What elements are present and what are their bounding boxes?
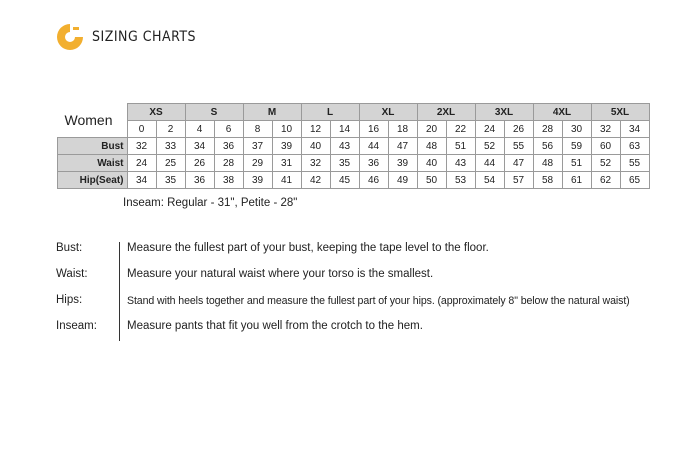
- size-number: 6: [214, 121, 243, 138]
- table-cell: 65: [620, 172, 649, 189]
- size-group: XS: [127, 104, 185, 121]
- table-cell: 56: [533, 138, 562, 155]
- table-cell: 44: [475, 155, 504, 172]
- bust-row: [58, 138, 650, 155]
- table-label: Women: [64, 112, 113, 129]
- table-cell: 51: [562, 155, 591, 172]
- table-cell: 32: [127, 138, 156, 155]
- row-label: Bust: [58, 138, 128, 155]
- table-cell: 47: [388, 138, 417, 155]
- inseam-note: Inseam: Regular - 31", Petite - 28": [123, 197, 298, 209]
- definition-text: Measure pants that fit you well from the crotch to the hem.: [127, 320, 423, 332]
- size-number: 4: [185, 121, 214, 138]
- size-number: 20: [417, 121, 446, 138]
- table-cell: 43: [446, 155, 475, 172]
- table-cell: 32: [301, 155, 330, 172]
- women-size-chart: [57, 103, 650, 189]
- size-number: 24: [475, 121, 504, 138]
- table-cell: 44: [359, 138, 388, 155]
- table-cell: 52: [475, 138, 504, 155]
- definition-text: Stand with heels together and measure the fullest part of your hips. (approximately 8" below the natural waist): [127, 295, 630, 307]
- table-cell: 62: [591, 172, 620, 189]
- table-cell: 60: [591, 138, 620, 155]
- table-cell: 25: [156, 155, 185, 172]
- table-cell: 24: [127, 155, 156, 172]
- carhartt-logo-icon: [56, 23, 84, 51]
- table-cell: 57: [504, 172, 533, 189]
- table-cell: 39: [388, 155, 417, 172]
- definition-waist: [56, 268, 696, 288]
- table-cell: 55: [504, 138, 533, 155]
- table-cell: 34: [185, 138, 214, 155]
- page-header: [56, 22, 196, 52]
- size-group-row: [58, 104, 650, 121]
- table-cell: 53: [446, 172, 475, 189]
- table-cell: 35: [156, 172, 185, 189]
- definition-term: Bust:: [56, 242, 83, 254]
- waist-row: [58, 155, 650, 172]
- size-number: 30: [562, 121, 591, 138]
- definition-term: Inseam:: [56, 320, 97, 332]
- table-cell: 63: [620, 138, 649, 155]
- size-number: 12: [301, 121, 330, 138]
- table-cell: 46: [359, 172, 388, 189]
- size-group: 4XL: [533, 104, 591, 121]
- table-cell: 48: [417, 138, 446, 155]
- table-cell: 43: [330, 138, 359, 155]
- size-number: 14: [330, 121, 359, 138]
- table-cell: 34: [127, 172, 156, 189]
- definition-hips: [56, 294, 696, 314]
- size-group: 5XL: [591, 104, 649, 121]
- table-cell: 38: [214, 172, 243, 189]
- definition-text: Measure your natural waist where your torso is the smallest.: [127, 268, 434, 280]
- table-cell: 48: [533, 155, 562, 172]
- size-number: 26: [504, 121, 533, 138]
- size-number: 0: [127, 121, 156, 138]
- size-group: XL: [359, 104, 417, 121]
- size-number: 2: [156, 121, 185, 138]
- table-cell: 41: [272, 172, 301, 189]
- size-number: 10: [272, 121, 301, 138]
- table-cell: 36: [185, 172, 214, 189]
- size-group: S: [185, 104, 243, 121]
- table-cell: 40: [417, 155, 446, 172]
- size-group: L: [301, 104, 359, 121]
- table-cell: 61: [562, 172, 591, 189]
- table-cell: 54: [475, 172, 504, 189]
- table-cell: 28: [214, 155, 243, 172]
- size-number-row: [58, 121, 650, 138]
- table-cell: 36: [359, 155, 388, 172]
- hip-row: [58, 172, 650, 189]
- definition-term: Hips:: [56, 294, 83, 306]
- table-cell: 49: [388, 172, 417, 189]
- table-cell: 42: [301, 172, 330, 189]
- definition-bust: [56, 242, 696, 262]
- row-label: Waist: [58, 155, 128, 172]
- definition-term: Waist:: [56, 268, 88, 280]
- table-cell: 29: [243, 155, 272, 172]
- table-cell: 52: [591, 155, 620, 172]
- size-group: M: [243, 104, 301, 121]
- table-cell: 58: [533, 172, 562, 189]
- size-number: 18: [388, 121, 417, 138]
- size-number: 16: [359, 121, 388, 138]
- table-cell: 35: [330, 155, 359, 172]
- definition-text: Measure the fullest part of your bust, keeping the tape level to the floor.: [127, 242, 489, 254]
- definition-inseam: [56, 320, 696, 340]
- table-cell: 50: [417, 172, 446, 189]
- table-cell: 39: [243, 172, 272, 189]
- table-cell: 59: [562, 138, 591, 155]
- table-cell: 26: [185, 155, 214, 172]
- size-number: 28: [533, 121, 562, 138]
- size-number: 8: [243, 121, 272, 138]
- table-cell: 55: [620, 155, 649, 172]
- table-cell: 45: [330, 172, 359, 189]
- table-cell: 33: [156, 138, 185, 155]
- page-title: SIZING CHARTS: [92, 29, 197, 45]
- table-cell: 51: [446, 138, 475, 155]
- table-cell: 31: [272, 155, 301, 172]
- size-number: 34: [620, 121, 649, 138]
- table-cell: 36: [214, 138, 243, 155]
- table-cell: 40: [301, 138, 330, 155]
- row-label: Hip(Seat): [58, 172, 128, 189]
- table-cell: 37: [243, 138, 272, 155]
- table-cell: 47: [504, 155, 533, 172]
- size-number: 22: [446, 121, 475, 138]
- table-cell: 39: [272, 138, 301, 155]
- size-group: 3XL: [475, 104, 533, 121]
- size-group: 2XL: [417, 104, 475, 121]
- size-number: 32: [591, 121, 620, 138]
